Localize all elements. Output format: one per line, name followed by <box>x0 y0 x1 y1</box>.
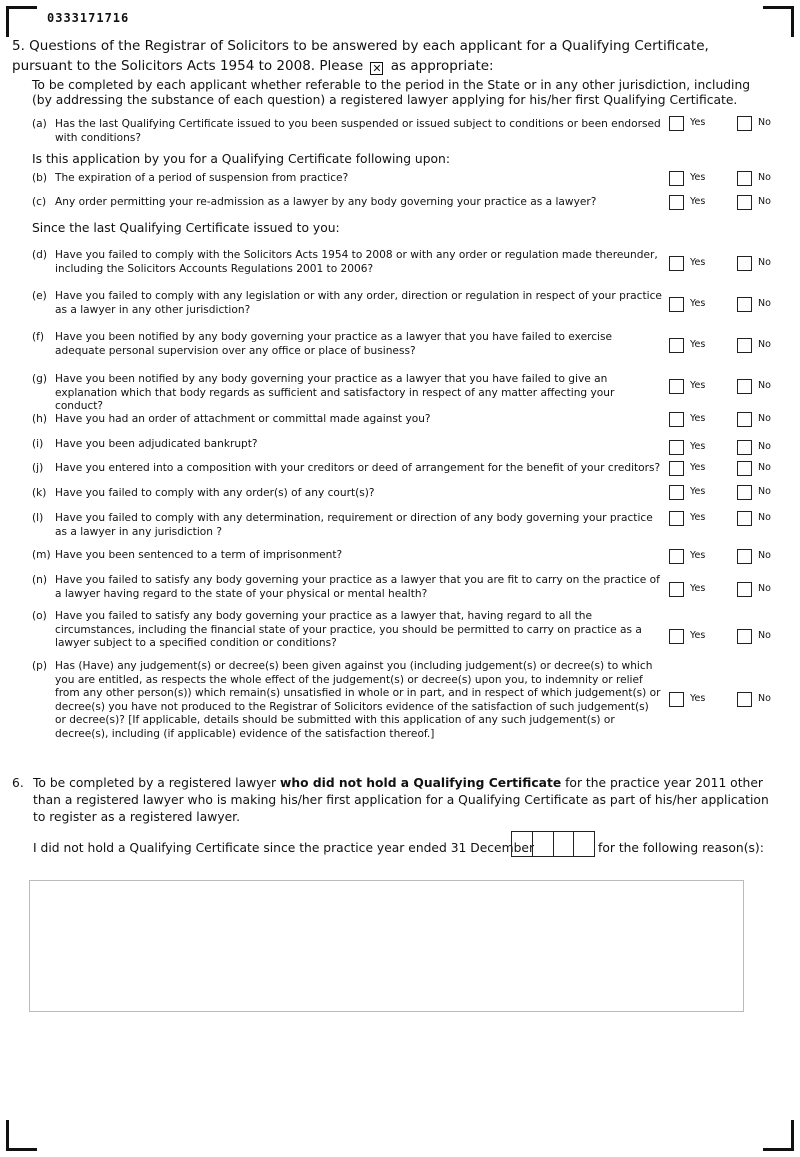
question-label: (k) <box>32 487 47 499</box>
question-text: Have you failed to comply with the Solicitors Acts 1954 to 2008 or with any order or regulation made thereunder, including the Solicitors Accounts Regulations 2001 to 2006? <box>55 249 658 275</box>
question-label: (b) <box>32 172 47 184</box>
yes-label: Yes <box>690 196 706 207</box>
section-5-heading <box>12 36 772 76</box>
no-checkbox[interactable] <box>737 171 752 186</box>
question-row <box>32 487 662 501</box>
yes-checkbox[interactable] <box>669 256 684 271</box>
yes-checkbox[interactable] <box>669 461 684 476</box>
question-text: Have you failed to comply with any legislation or with any order, direction or regulation in respect of your practice as a lawyer in any other jurisdiction? <box>55 290 662 316</box>
question-label: (d) <box>32 249 47 261</box>
question-label: (f) <box>32 331 44 343</box>
no-checkbox[interactable] <box>737 338 752 353</box>
yes-checkbox[interactable] <box>669 297 684 312</box>
question-label: (h) <box>32 413 47 425</box>
no-label: No <box>758 693 771 704</box>
question-row <box>32 549 662 563</box>
question-text: Have you failed to comply with any determination, requirement or direction of any body governing your practice as a lawyer in any jurisdiction ? <box>55 512 653 538</box>
no-label: No <box>758 196 771 207</box>
question-label: (g) <box>32 373 47 385</box>
question-label: (l) <box>32 512 44 524</box>
corner-mark-bottom-left <box>6 1120 37 1151</box>
question-text: The expiration of a period of suspension from practice? <box>55 172 349 184</box>
no-checkbox[interactable] <box>737 116 752 131</box>
no-label: No <box>758 583 771 594</box>
no-checkbox[interactable] <box>737 629 752 644</box>
question-text: Have you entered into a composition with your creditors or deed of arrangement for the benefit of your creditors? <box>55 462 661 474</box>
section-6-text-start: To be completed by a registered lawyer <box>33 776 277 790</box>
no-checkbox[interactable] <box>737 412 752 427</box>
no-checkbox[interactable] <box>737 582 752 597</box>
section-5-heading-text: 5. Questions of the Registrar of Solicitors to be answered by each applicant for a Qualifying Certificate, pursuant to the Solicitors Acts 1954 to 2008. Please <box>12 38 709 74</box>
question-text: Has (Have) any judgement(s) or decree(s) been given against you (including judgement(s) or decree(s) to which you are entitled, as respects the whole effect of the judgement(s) or decree(s) upon you, to indemnity or relief from any other person(s)) which remain(s) unsatisfied in whole or in part, and in respect of which judgement(s) or decree(s) you have not produced to the Registrar of Solicitors evidence of the satisfaction of such judgement(s) or decree(s)? [If applicable, details should be submitted with this application of any such judgement(s) or decree(s), including (if applicable) evidence of the satisfaction thereof.] <box>55 660 661 740</box>
question-text: Has the last Qualifying Certificate issued to you been suspended or issued subject to conditions or been endorsed with conditions? <box>55 118 661 144</box>
yes-checkbox[interactable] <box>669 379 684 394</box>
yes-label: Yes <box>690 172 706 183</box>
yes-checkbox[interactable] <box>669 195 684 210</box>
question-text: Have you been adjudicated bankrupt? <box>55 438 258 450</box>
yes-checkbox[interactable] <box>669 629 684 644</box>
yes-checkbox[interactable] <box>669 116 684 131</box>
no-checkbox[interactable] <box>737 549 752 564</box>
section-6-text-bold: who did not hold a Qualifying Certificate <box>279 776 562 790</box>
section-6-text <box>33 775 777 826</box>
question-row <box>32 196 662 210</box>
no-label: No <box>758 172 771 183</box>
yes-label: Yes <box>690 413 706 424</box>
no-checkbox[interactable] <box>737 297 752 312</box>
section-5-intro: To be completed by each applicant whether referable to the period in the State or in any other jurisdiction, including (by addressing the substance of each question) a registered lawyer applying for his/her first Qualifying Certificate. <box>32 78 751 107</box>
no-checkbox[interactable] <box>737 379 752 394</box>
no-label: No <box>758 630 771 641</box>
question-label: (p) <box>32 660 47 672</box>
corner-mark-bottom-right <box>763 1120 794 1151</box>
yes-checkbox[interactable] <box>669 582 684 597</box>
yes-checkbox[interactable] <box>669 549 684 564</box>
no-checkbox[interactable] <box>737 256 752 271</box>
no-label: No <box>758 462 771 473</box>
yes-label: Yes <box>690 630 706 641</box>
question-row <box>32 610 662 651</box>
subheading-following-upon: Is this application by you for a Qualifying Certificate following upon: <box>32 152 450 166</box>
no-checkbox[interactable] <box>737 511 752 526</box>
question-label: (a) <box>32 118 47 130</box>
no-label: No <box>758 257 771 268</box>
yes-label: Yes <box>690 441 706 452</box>
no-label: No <box>758 486 771 497</box>
yes-label: Yes <box>690 298 706 309</box>
yes-label: Yes <box>690 339 706 350</box>
no-checkbox[interactable] <box>737 461 752 476</box>
no-label: No <box>758 413 771 424</box>
yes-label: Yes <box>690 380 706 391</box>
no-label: No <box>758 339 771 350</box>
statement-text: I did not hold a Qualifying Certificate since the practice year ended 31 December <box>33 841 535 855</box>
question-row <box>32 172 662 186</box>
question-label: (e) <box>32 290 47 302</box>
year-digit-box[interactable] <box>574 832 594 856</box>
question-text: Have you been notified by any body governing your practice as a lawyer that you have failed to give an explanation which that body regards as sufficient and satisfactory in respect of any matter affecting your conduct? <box>55 373 615 412</box>
no-label: No <box>758 380 771 391</box>
reasons-text-area[interactable] <box>29 880 744 1012</box>
yes-label: Yes <box>690 583 706 594</box>
reference-number: 0333171716 <box>47 11 130 25</box>
question-text: Have you failed to comply with any order(s) of any court(s)? <box>55 487 375 499</box>
question-row <box>32 373 662 414</box>
yes-label: Yes <box>690 486 706 497</box>
question-row <box>32 331 662 358</box>
question-label: (j) <box>32 462 44 474</box>
yes-checkbox[interactable] <box>669 412 684 427</box>
statement-suffix: for the following reason(s): <box>598 841 764 855</box>
yes-checkbox[interactable] <box>669 692 684 707</box>
tick-example-icon: ✕ <box>372 62 382 75</box>
no-label: No <box>758 298 771 309</box>
question-label: (n) <box>32 574 47 586</box>
corner-mark-top-right <box>763 6 794 37</box>
question-row <box>32 249 662 276</box>
yes-label: Yes <box>690 462 706 473</box>
question-text: Have you been sentenced to a term of imprisonment? <box>55 549 343 561</box>
year-input-boxes[interactable] <box>511 831 595 857</box>
yes-checkbox[interactable] <box>669 511 684 526</box>
question-row <box>32 413 662 427</box>
question-label: (i) <box>32 438 44 450</box>
question-row <box>32 438 662 452</box>
yes-label: Yes <box>690 257 706 268</box>
question-label: (m) <box>32 549 51 561</box>
section-6-text-end: for the practice year 2011 other than a registered lawyer who is making his/her first application for a Qualifying Certificate as part of his/her application to register as a registered lawyer. <box>33 776 769 824</box>
year-digit-box[interactable] <box>554 832 575 856</box>
section-6-number: 6. <box>12 776 24 790</box>
section-6 <box>12 775 777 826</box>
question-row <box>32 574 662 601</box>
question-row <box>32 462 662 476</box>
subheading-since-last-certificate: Since the last Qualifying Certificate issued to you: <box>32 221 340 235</box>
yes-label: Yes <box>690 693 706 704</box>
question-text: Have you had an order of attachment or committal made against you? <box>55 413 431 425</box>
yes-label: Yes <box>690 550 706 561</box>
no-label: No <box>758 512 771 523</box>
question-row <box>32 290 662 317</box>
yes-checkbox[interactable] <box>669 171 684 186</box>
question-row <box>32 118 662 145</box>
yes-label: Yes <box>690 117 706 128</box>
no-label: No <box>758 550 771 561</box>
section-5-heading-suffix: as appropriate: <box>390 58 494 74</box>
no-checkbox[interactable] <box>737 485 752 500</box>
question-text: Have you failed to satisfy any body governing your practice as a lawyer that, having regard to all the circumstances, including the financial state of your practice, you should be permitted to carry on practice as a lawyer subject to a specified condition or conditions? <box>55 610 642 649</box>
no-label: No <box>758 117 771 128</box>
no-checkbox[interactable] <box>737 692 752 707</box>
question-row <box>32 660 662 741</box>
question-label: (c) <box>32 196 47 208</box>
yes-checkbox[interactable] <box>669 338 684 353</box>
question-text: Any order permitting your re-admission as a lawyer by any body governing your practice as a lawyer? <box>55 196 597 208</box>
question-row <box>32 512 662 539</box>
question-text: Have you been notified by any body governing your practice as a lawyer that you have failed to exercise adequate personal supervision over any office or place of business? <box>55 331 613 357</box>
yes-checkbox[interactable] <box>669 440 684 455</box>
year-digit-box[interactable] <box>533 832 554 856</box>
yes-label: Yes <box>690 512 706 523</box>
yes-checkbox[interactable] <box>669 485 684 500</box>
no-checkbox[interactable] <box>737 440 752 455</box>
question-label: (o) <box>32 610 47 622</box>
question-text: Have you failed to satisfy any body governing your practice as a lawyer that you are fit to carry on the practice of a lawyer having regard to the state of your physical or mental health? <box>55 574 660 600</box>
year-digit-box[interactable] <box>512 832 533 856</box>
no-checkbox[interactable] <box>737 195 752 210</box>
no-label: No <box>758 441 771 452</box>
corner-mark-top-left <box>6 6 37 37</box>
